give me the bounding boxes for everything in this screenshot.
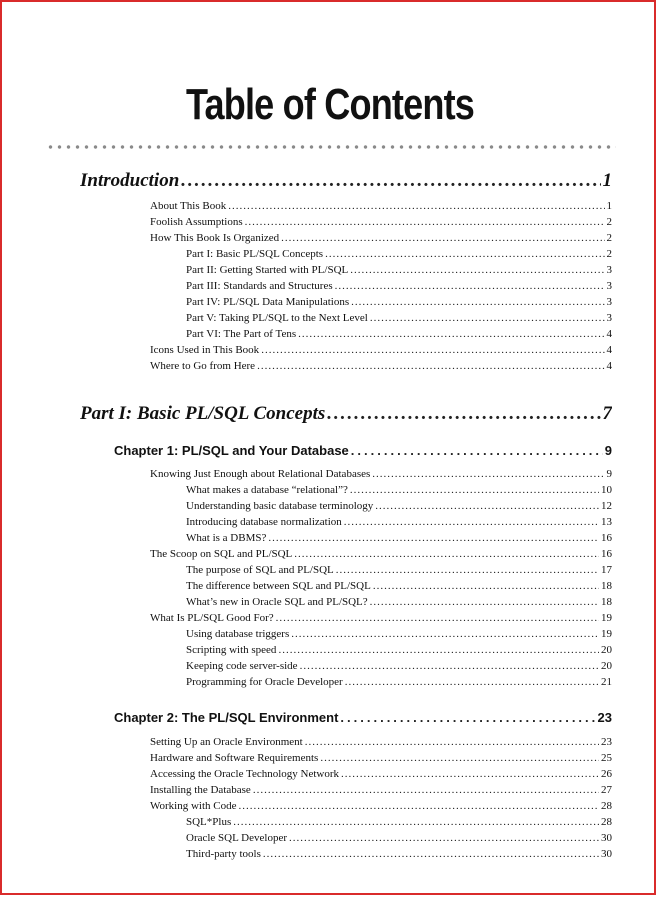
- toc-entry-label: Part II: Getting Started with PL/SQL: [186, 264, 349, 276]
- toc-entry-label: Introduction: [80, 170, 180, 191]
- toc-page-number: 28: [601, 800, 612, 812]
- leader-dots: [327, 403, 600, 425]
- leader-dots: [335, 280, 605, 292]
- toc-entry-label: Knowing Just Enough about Relational Databases: [150, 468, 371, 480]
- toc-entry-label: Keeping code server-side: [186, 660, 298, 672]
- toc-entry-e2[interactable]: [186, 248, 612, 264]
- toc-page-number: 16: [601, 548, 612, 560]
- toc-page-number: 7: [602, 403, 612, 424]
- toc-entry-label: The Scoop on SQL and PL/SQL: [150, 548, 293, 560]
- leader-dots: [375, 500, 599, 512]
- toc-entry-e1[interactable]: [150, 768, 612, 784]
- toc-entry-label: Using database triggers: [186, 628, 290, 640]
- leader-dots: [239, 800, 600, 812]
- toc-entry-e2[interactable]: [186, 328, 612, 344]
- toc-page-number: 30: [601, 832, 612, 844]
- toc-entry-label: Introducing database normalization: [186, 516, 342, 528]
- page-title: Table of Contents: [185, 80, 475, 129]
- toc-entry-label: Foolish Assumptions: [150, 216, 243, 228]
- leader-dots: [181, 170, 600, 192]
- toc-page-number: 3: [606, 296, 612, 308]
- leader-dots: [291, 628, 599, 640]
- toc-entry-label: The difference between SQL and PL/SQL: [186, 580, 371, 592]
- leader-dots: [320, 752, 599, 764]
- toc-entry-e1[interactable]: [150, 548, 612, 564]
- toc-page-number: 10: [601, 484, 612, 496]
- toc-entry-e2[interactable]: [186, 564, 612, 580]
- toc-entry-part[interactable]: [80, 403, 612, 427]
- leader-dots: [268, 532, 599, 544]
- toc-page-number: 25: [601, 752, 612, 764]
- toc-entry-e2[interactable]: [186, 832, 612, 848]
- leader-dots: [253, 784, 599, 796]
- toc-page-number: 4: [606, 360, 612, 372]
- toc-entry-label: SQL*Plus: [186, 816, 232, 828]
- toc-entry-label: Part VI: The Part of Tens: [186, 328, 297, 340]
- toc-entry-e2[interactable]: [186, 596, 612, 612]
- leader-dots: [351, 443, 603, 458]
- leader-dots: [340, 710, 595, 725]
- toc-page-number: 3: [606, 264, 612, 276]
- toc-entry-label: How This Book Is Organized: [150, 232, 280, 244]
- toc-page-number: 18: [601, 580, 612, 592]
- leader-dots: [245, 216, 605, 228]
- toc-page-number: 2: [606, 216, 612, 228]
- toc-page-number: 20: [601, 644, 612, 656]
- leader-dots: [257, 360, 604, 372]
- leader-dots: [350, 264, 604, 276]
- toc-page-number: 19: [601, 612, 612, 624]
- toc-entry-e1[interactable]: [150, 216, 612, 232]
- toc-entry-e1[interactable]: [150, 200, 612, 216]
- toc-page-number: 23: [597, 710, 612, 725]
- toc-entry-label: Icons Used in This Book: [150, 344, 260, 356]
- toc-entry-e2[interactable]: [186, 628, 612, 644]
- leader-dots: [351, 296, 604, 308]
- toc-entry-label: Setting Up an Oracle Environment: [150, 736, 303, 748]
- toc-entry-label: Third-party tools: [186, 848, 261, 860]
- leader-dots: [305, 736, 599, 748]
- toc-entry-label: Part III: Standards and Structures: [186, 280, 333, 292]
- leader-dots: [294, 548, 599, 560]
- toc-entry-label: Part I: Basic PL/SQL Concepts: [186, 248, 324, 260]
- toc-entry-label: Where to Go from Here: [150, 360, 256, 372]
- toc-page-number: 4: [606, 328, 612, 340]
- toc-page-number: 1: [602, 170, 612, 191]
- toc-entry-e2[interactable]: [186, 280, 612, 296]
- toc-entry-chapter[interactable]: [114, 710, 612, 727]
- toc-entry-label: Accessing the Oracle Technology Network: [150, 768, 340, 780]
- toc-entry-e1[interactable]: [150, 736, 612, 752]
- toc-entry-label: Oracle SQL Developer: [186, 832, 287, 844]
- leader-dots: [372, 468, 604, 480]
- toc-page-number: 2: [606, 248, 612, 260]
- leader-dots: [278, 644, 599, 656]
- toc-entry-e1[interactable]: [150, 232, 612, 248]
- dotted-rule: [46, 144, 616, 150]
- toc-entry-label: What Is PL/SQL Good For?: [150, 612, 274, 624]
- leader-dots: [281, 232, 604, 244]
- toc-page-number: 9: [604, 443, 612, 458]
- toc-entry-e1[interactable]: [150, 344, 612, 360]
- toc-page-number: 13: [601, 516, 612, 528]
- toc-page-number: 19: [601, 628, 612, 640]
- leader-dots: [261, 344, 604, 356]
- leader-dots: [300, 660, 599, 672]
- leader-dots: [370, 312, 605, 324]
- toc-page-number: 9: [606, 468, 612, 480]
- toc-entry-e2[interactable]: [186, 264, 612, 280]
- toc-page-number: 18: [601, 596, 612, 608]
- toc-entry-e2[interactable]: [186, 500, 612, 516]
- toc-page-number: 23: [601, 736, 612, 748]
- toc-page-number: 27: [601, 784, 612, 796]
- toc-entry-e2[interactable]: [186, 660, 612, 676]
- toc-entry-label: Understanding basic database terminology: [186, 500, 374, 512]
- toc-entry-label: Part V: Taking PL/SQL to the Next Level: [186, 312, 368, 324]
- toc-entry-label: About This Book: [150, 200, 227, 212]
- leader-dots: [344, 516, 599, 528]
- toc-entry-label: What’s new in Oracle SQL and PL/SQL?: [186, 596, 368, 608]
- toc-entry-part[interactable]: [80, 170, 612, 194]
- leader-dots: [289, 832, 599, 844]
- toc-entry-e2[interactable]: [186, 312, 612, 328]
- leader-dots: [276, 612, 599, 624]
- toc-page-number: 3: [606, 280, 612, 292]
- toc-entry-label: Installing the Database: [150, 784, 251, 796]
- toc-page-number: 1: [606, 200, 612, 212]
- toc-entry-e1[interactable]: [150, 360, 612, 376]
- leader-dots: [345, 676, 599, 688]
- leader-dots: [325, 248, 604, 260]
- toc-entry-e2[interactable]: [186, 848, 612, 864]
- toc-entry-e2[interactable]: [186, 644, 612, 660]
- toc-entry-label: Programming for Oracle Developer: [186, 676, 343, 688]
- toc-entry-label: The purpose of SQL and PL/SQL: [186, 564, 334, 576]
- toc-page-number: 28: [601, 816, 612, 828]
- leader-dots: [341, 768, 599, 780]
- toc-page-number: 16: [601, 532, 612, 544]
- toc-entry-e1[interactable]: [150, 800, 612, 816]
- leader-dots: [233, 816, 599, 828]
- leader-dots: [263, 848, 599, 860]
- toc-entry-e2[interactable]: [186, 484, 612, 500]
- toc-entry-label: Part I: Basic PL/SQL Concepts: [80, 403, 326, 424]
- toc-page-number: 20: [601, 660, 612, 672]
- toc-entry-e2[interactable]: [186, 532, 612, 548]
- toc-entry-label: What makes a database “relational”?: [186, 484, 348, 496]
- toc-page-number: 2: [606, 232, 612, 244]
- toc-entry-e2[interactable]: [186, 296, 612, 312]
- toc-entry-label: Chapter 2: The PL/SQL Environment: [114, 710, 339, 725]
- leader-dots: [228, 200, 604, 212]
- toc-entry-e1[interactable]: [150, 752, 612, 768]
- toc-page-number: 17: [601, 564, 612, 576]
- toc-page-number: 21: [601, 676, 612, 688]
- toc-page-number: 3: [606, 312, 612, 324]
- toc-entry-chapter[interactable]: [114, 443, 612, 460]
- leader-dots: [373, 580, 599, 592]
- leader-dots: [350, 484, 599, 496]
- leader-dots: [336, 564, 599, 576]
- leader-dots: [370, 596, 599, 608]
- toc-entry-e2[interactable]: [186, 676, 612, 692]
- toc-entry-e2[interactable]: [186, 816, 612, 832]
- toc-entry-e1[interactable]: [150, 468, 612, 484]
- toc-entry-e2[interactable]: [186, 580, 612, 596]
- toc-page-number: 30: [601, 848, 612, 860]
- toc-entry-label: Scripting with speed: [186, 644, 277, 656]
- toc-entry-label: What is a DBMS?: [186, 532, 267, 544]
- toc-entry-label: Chapter 1: PL/SQL and Your Database: [114, 443, 349, 458]
- toc-page-number: 12: [601, 500, 612, 512]
- toc-entry-label: Part IV: PL/SQL Data Manipulations: [186, 296, 350, 308]
- toc-page-number: 4: [606, 344, 612, 356]
- toc-entry-label: Hardware and Software Requirements: [150, 752, 319, 764]
- toc-entry-label: Working with Code: [150, 800, 237, 812]
- toc-page-number: 26: [601, 768, 612, 780]
- toc-entry-e1[interactable]: [150, 784, 612, 800]
- toc-entry-e1[interactable]: [150, 612, 612, 628]
- toc-entry-e2[interactable]: [186, 516, 612, 532]
- leader-dots: [298, 328, 604, 340]
